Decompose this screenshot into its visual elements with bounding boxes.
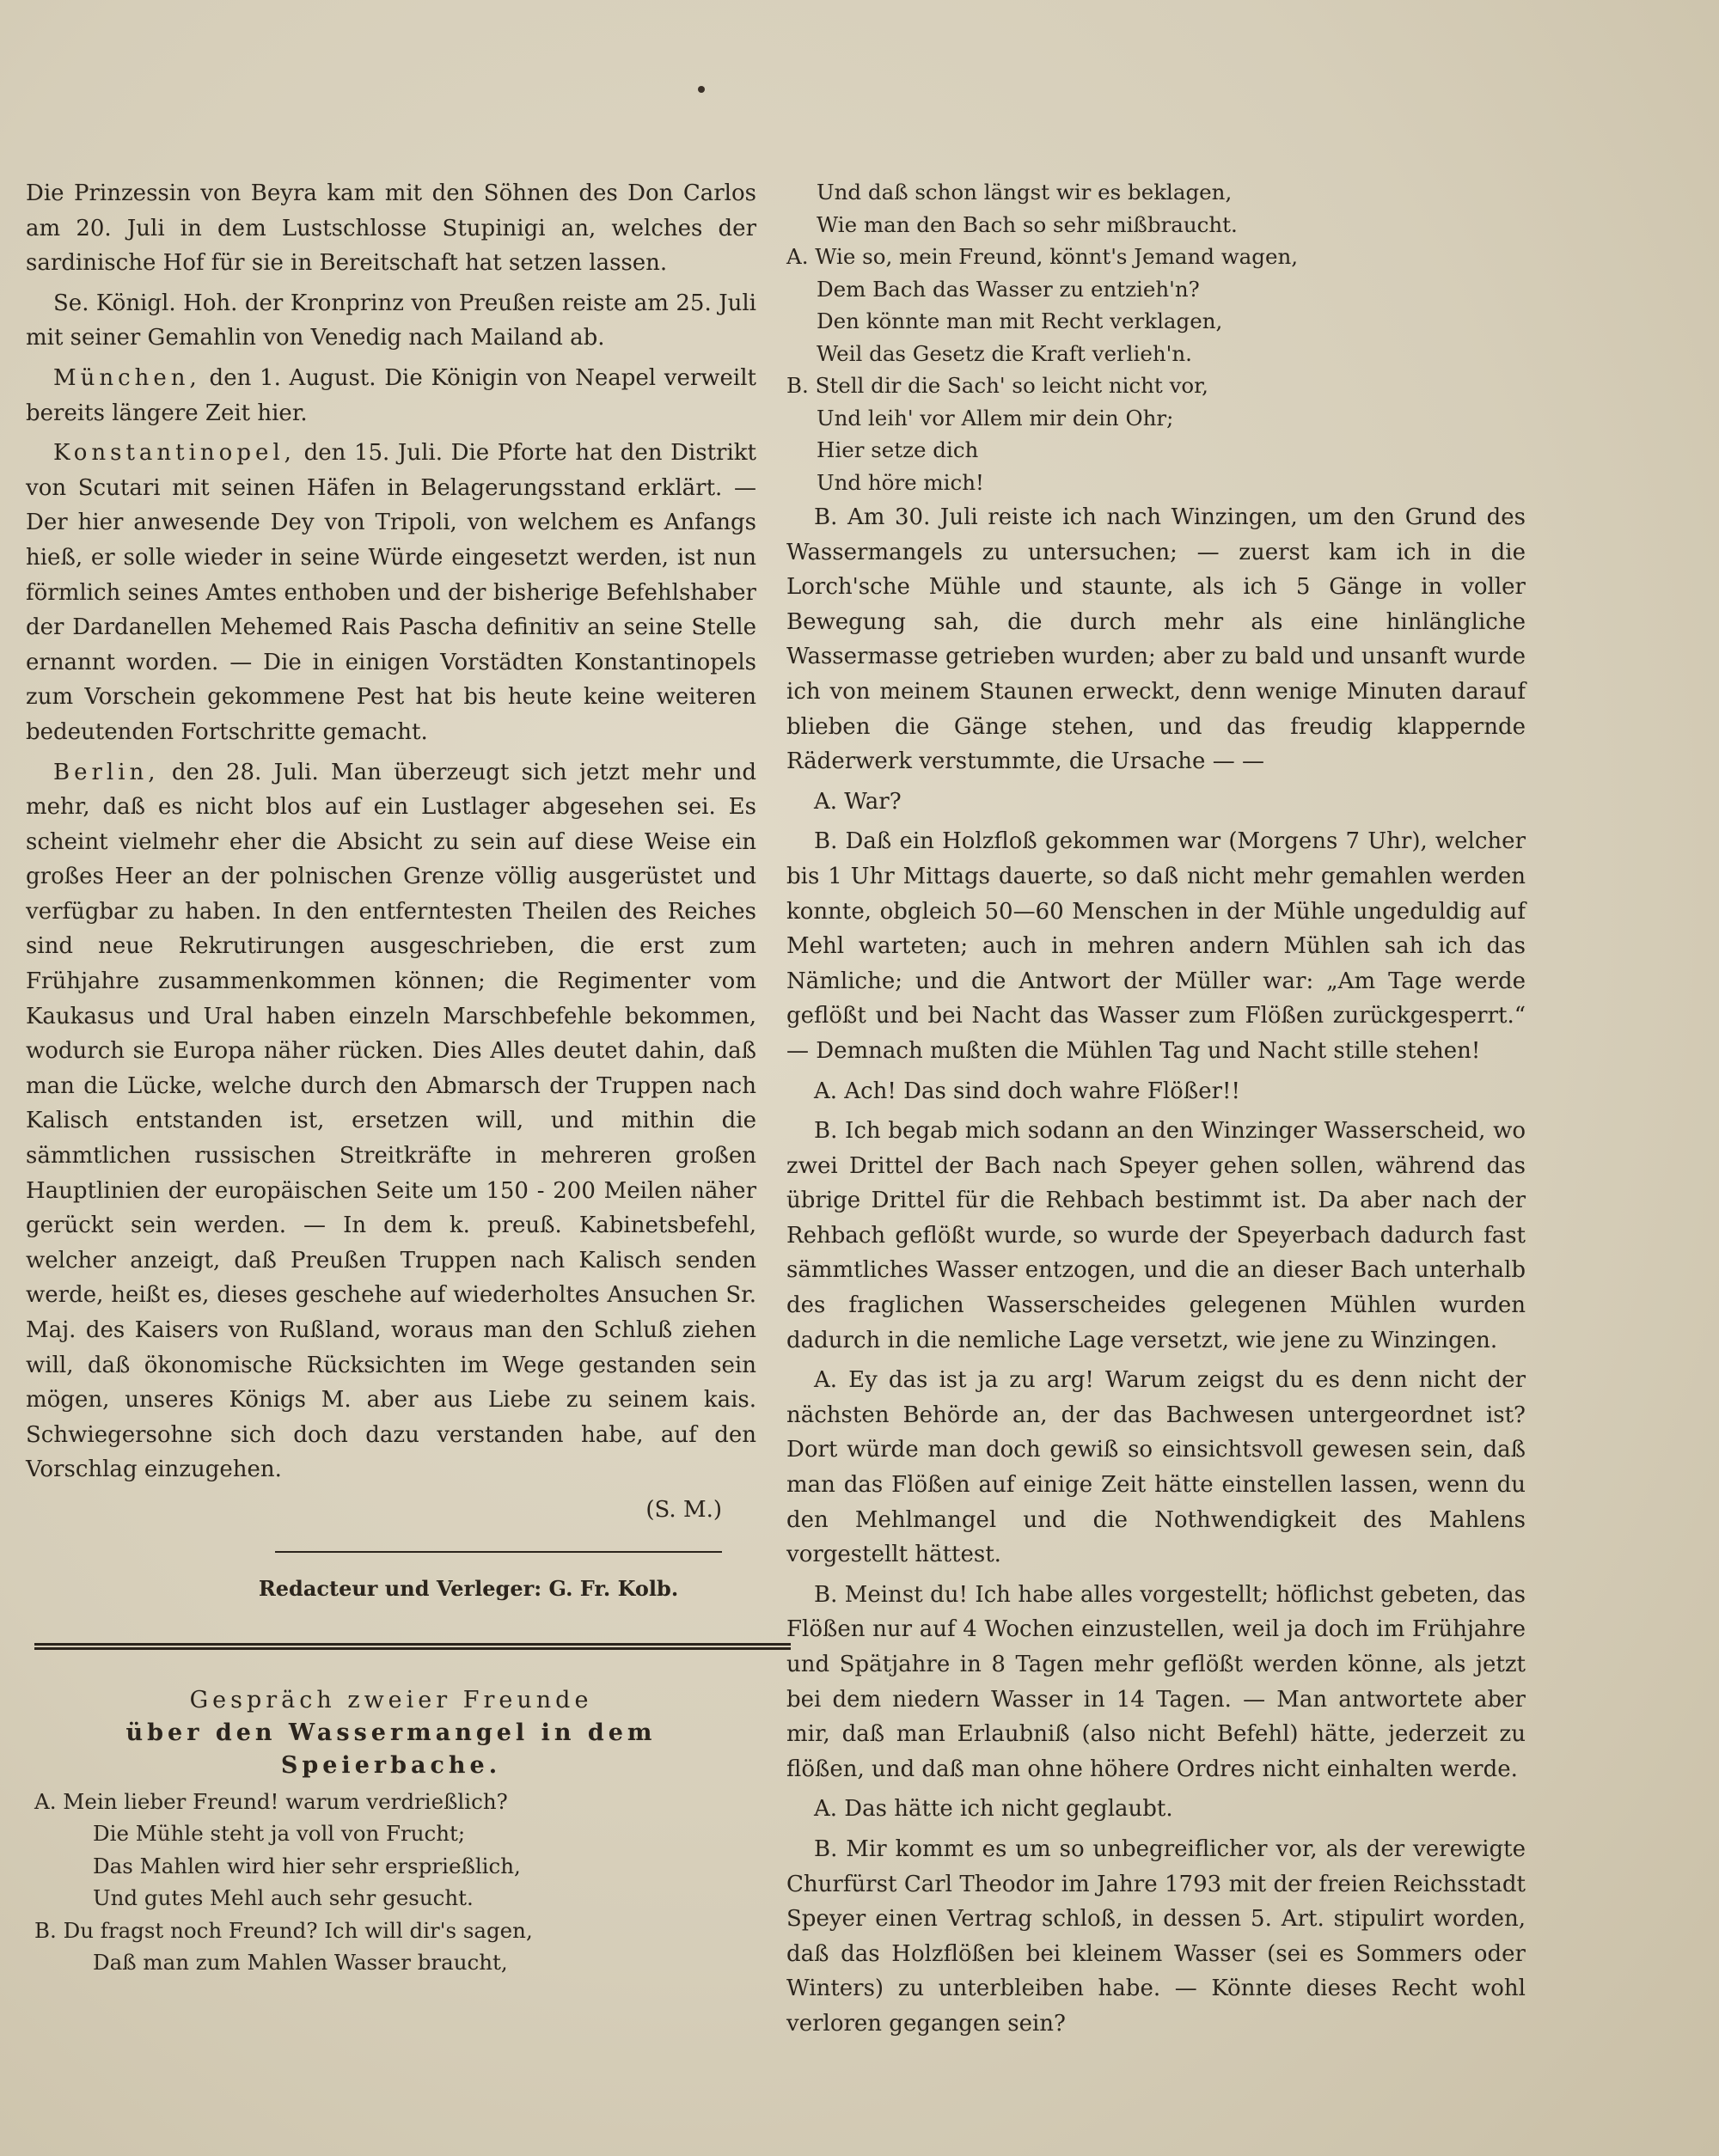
verse-line: Und daß schon längst wir es beklagen, — [817, 180, 1233, 205]
verse-line: Dem Bach das Wasser zu entzieh'n? — [817, 276, 1200, 302]
dialogue-b-1: B. Am 30. Juli reiste ich nach Winzingen, um den Grund des Wassermangels zu untersuchen; — zuerst kam ich in die Lorch'sche Mühle und staunte, als ich 5 Gänge in voller Bewegung sah, die durch mehr als eine hinlängliche Wassermasse getrieben wurden; aber zu bald und unsanft wurde ich von meinem Staunen erweckt, denn wenige Minuten darauf blieben die Gänge stehen, und das freudig klappernde Räderwerk verstummte, die Ursache — — — [786, 504, 1526, 775]
dialogue-a-4: A. Das hätte ich nicht geglaubt. — [814, 1796, 1173, 1823]
verse-line: A. Wie so, mein Freund, könnt's Jemand wagen, — [786, 244, 1299, 269]
poem-title-line-2: über den Wassermangel in dem Speierbache. — [125, 1719, 657, 1779]
dialogue-a-2: A. Ach! Das sind doch wahre Flößer!! — [814, 1078, 1240, 1104]
divider-thick — [34, 1643, 791, 1650]
news-berlin-text: den 28. Juli. Man überzeugt sich jetzt mehr und mehr, daß es nicht blos auf ein Lustlager abgesehen sei. Es scheint vielmehr eher die Absicht zu sein auf diese Weise ein großes Heer an der polnischen Grenze völlig ausgerüstet und verfügbar zu haben. In den entferntesten Theilen des Reiches sind neue Rekrutirungen ausgeschrieben, die erst zum Frühjahre zusammenkommen können; die Regimenter vom Kaukasus und Ural haben einzeln Marschbefehle bekommen, wodurch sie Europa näher rücken. Dies Alles deutet dahin, daß man die Lücke, welche durch den Abmarsch der Truppen nach Kalisch entstanden ist, ersetzen will, und mithin die sämmtlichen russischen Streitkräfte in mehreren großen Hauptlinien der europäischen Seite um 150 - 200 Meilen näher gerückt sein werden. — In dem k. preuß. Kabinetsbefehl, welcher anzeigt, daß Preußen Truppen nach Kalisch senden werde, heißt es, dieses geschehe auf wiederholtes Ansuchen Sr. Maj. des Kaisers von Rußland, woraus man den Schluß ziehen will, daß ökonomische Rücksichten im Wege gestanden sein mögen, unseres Königs M. aber aus Liebe zu seinem kais. Schwiegersohne sich doch dazu verstanden habe, auf den Vorschlag einzugehen. — [26, 759, 757, 1483]
source-note: (S. M.) — [645, 1496, 722, 1523]
verse-line: Das Mahlen wird hier sehr ersprießlich, — [93, 1853, 521, 1878]
redacteur-line: Redacteur und Verleger: G. Fr. Kolb. — [258, 1575, 679, 1601]
verse-line: A. Mein lieber Freund! warum verdrießlich? — [34, 1788, 508, 1814]
news-munich — [26, 361, 756, 431]
right-column — [786, 176, 1526, 2047]
verse-line: B. Stell dir die Sach' so leicht nicht vor, — [786, 373, 1208, 398]
dialogue-a-3: A. Ey das ist ja zu arg! Warum zeigst du es denn nicht der nächsten Behörde an, der das Bachwesen untergeordnet ist? Dort würde man doch gewiß so einsichtsvoll gewesen sein, daß man das Flößen auf einige Zeit hätte einstellen lassen, wenn du den Mehlmangel und die Nothwendigkeit des Mahlens vorgestellt hättest. — [786, 1367, 1526, 1568]
dialogue-b-2: B. Daß ein Holzfloß gekommen war (Morgens 7 Uhr), welcher bis 1 Uhr Mittags dauerte, so daß nicht mehr gemahlen werden konnte, obgleich 50—60 Menschen in der Mühle ungeduldig auf Mehl warteten; auch in mehren andern Mühlen sah ich das Nämliche; und die Antwort der Müller war: „Am Tage werde geflößt und bei Nacht das Wasser zum Flößen zurückgesperrt.“ — Demnach mußten die Mühlen Tag und Nacht stille stehen! — [786, 828, 1526, 1064]
divider-thin — [275, 1551, 722, 1553]
poem-title-line-1: Gespräch zweier Freunde — [189, 1686, 593, 1713]
verse-line: Und leih' vor Allem mir dein Ohr; — [817, 405, 1174, 431]
verse-line: B. Du fragst noch Freund? Ich will dir's sagen, — [34, 1917, 533, 1943]
page-dot — [698, 86, 705, 93]
dateline-berlin: Berlin, — [53, 759, 160, 785]
news-kronprinz: Se. Königl. Hoh. der Kronprinz von Preußen reiste am 25. Juli mit seiner Gemahlin von Venedig nach Mailand ab. — [26, 290, 756, 351]
news-munich-text: den 1. August. Die Königin von Neapel verweilt bereits längere Zeit hier. — [26, 364, 757, 426]
poem-verse-right — [786, 176, 1526, 498]
dateline-munich: München, — [53, 364, 201, 391]
verse-line: Hier setze dich — [817, 437, 979, 462]
verse-line: Wie man den Bach so sehr mißbraucht. — [817, 211, 1238, 237]
news-constantinople — [26, 436, 756, 749]
verse-line: Den könnte man mit Recht verklagen, — [817, 308, 1223, 333]
poem-title — [26, 1684, 756, 1782]
news-constantinople-text: den 15. Juli. Die Pforte hat den Distrikt von Scutari mit seinen Häfen in Belagerungsstand erklärt. — Der hier anwesende Dey von Tripoli, von welchem es Anfangs hieß, er solle wieder in seine Würde eingesetzt werden, ist nun förmlich seines Amtes enthoben und der bisherige Befehlshaber der Dardanellen Mehemed Rais Pascha definitiv an seine Stelle ernannt worden. — Die in einigen Vorstädten Konstantinopels zum Vorschein gekommene Pest hat bis heute keine weiteren bedeutenden Fortschritte gemacht. — [26, 440, 757, 745]
dialogue-b-4: B. Meinst du! Ich habe alles vorgestellt; höflichst gebeten, das Flößen nur auf 4 Wochen einzustellen, weil ja doch im Frühjahre und Spätjahre in 8 Tagen mehr geflößt werden könne, als jetzt bei dem niedern Wasser in 14 Tagen. — Man antwortete aber mir, daß man Erlaubniß (also nicht Befehl) hätte, jederzeit zu flößen, und daß man ohne höhere Ordres nicht einhalten werde. — [786, 1581, 1526, 1782]
dialogue-b-3: B. Ich begab mich sodann an den Winzinger Wasserscheid, wo zwei Drittel der Bach nach Speyer gehen sollen, während das übrige Drittel für die Rehbach bestimmt ist. Da aber nach der Rehbach geflößt wurde, so wurde der Speyerbach dadurch fast sämmtliches Wasser entzogen, und die an dieser Bach unterhalb des fraglichen Wasserscheides gelegenen Mühlen wurden dadurch in die nemliche Lage versetzt, wie jene zu Winzingen. — [786, 1118, 1526, 1353]
verse-line: Die Mühle steht ja voll von Frucht; — [93, 1821, 466, 1847]
news-berlin — [26, 755, 756, 1487]
dialogue-a-1: A. War? — [814, 788, 902, 815]
poem-verse-left — [26, 1786, 756, 1979]
left-column — [26, 176, 756, 1979]
verse-line: Und gutes Mehl auch sehr gesucht. — [93, 1885, 474, 1911]
verse-line: Und höre mich! — [817, 469, 984, 495]
news-beyra: Die Prinzessin von Beyra kam mit den Söhnen des Don Carlos am 20. Juli in dem Lustschlosse Stupinigi an, welches der sardinische Hof für sie in Bereitschaft hat setzen lassen. — [26, 180, 756, 277]
verse-line: Weil das Gesetz die Kraft verlieh'n. — [817, 340, 1192, 366]
verse-line: Daß man zum Mahlen Wasser braucht, — [93, 1950, 508, 1976]
dateline-constantinople: Konstantinopel, — [53, 440, 296, 467]
dialogue-b-5: B. Mir kommt es um so unbegreiflicher vor, als der verewigte Churfürst Carl Theodor im Jahre 1793 mit der freien Reichsstadt Speyer einen Vertrag schloß, in dessen 5. Art. stipulirt worden, daß das Holzflößen bei kleinem Wasser (sei es Sommers oder Winters) zu unterbleiben habe. — Könnte dieses Recht wohl verloren gegangen sein? — [786, 1835, 1526, 2037]
